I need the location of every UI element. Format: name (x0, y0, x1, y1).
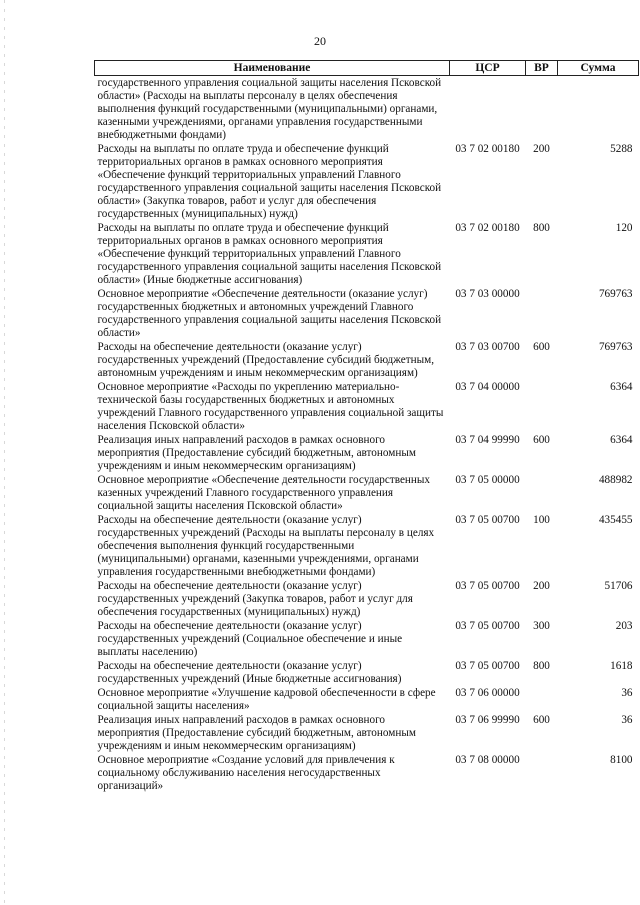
row-name-cell: Основное мероприятие «Создание условий для привлечения к социальному обслуживанию населения негосударственных организаций» (97, 754, 395, 792)
table-row (95, 714, 639, 754)
table-row (95, 660, 639, 687)
row-name-cell: Основное мероприятие «Расходы по укреплению материально-технической базы государственных бюджетных и автономных учреждений Главного государственного управления социальной защиты населения Псковской области» (97, 381, 444, 432)
row-name-cell: Основное мероприятие «Обеспечение деятельности (оказание услуг) государственных бюджетных и автономных учреждений Главного государственного управления социальной защиты населения Псковской области» (97, 288, 442, 339)
table-row (95, 620, 639, 660)
row-sum-cell: 435455 (598, 514, 633, 526)
row-csr-cell: 03 7 03 00700 (455, 341, 520, 353)
row-name-cell: Расходы на обеспечение деятельности (оказание услуг) государственных учреждений (Закупка товаров, работ и услуг для обеспечения государственных (муниципальных) нужд) (97, 580, 413, 618)
row-sum-cell: 769763 (598, 341, 633, 353)
row-vr-cell (526, 474, 558, 514)
table-row (95, 474, 639, 514)
row-vr-cell (526, 381, 558, 434)
table-row (95, 341, 639, 381)
row-csr-cell: 03 7 02 00180 (455, 222, 520, 234)
row-csr-cell: 03 7 05 00000 (455, 474, 520, 486)
row-vr-cell: 800 (533, 222, 550, 234)
row-csr-cell: 03 7 03 00000 (455, 288, 520, 300)
row-csr-cell: 03 7 05 00700 (455, 580, 520, 592)
row-csr-cell: 03 7 05 00700 (455, 620, 520, 632)
table-row (95, 514, 639, 580)
table-body (95, 76, 639, 795)
table-row (95, 434, 639, 474)
row-name-cell: Реализация иных направлений расходов в рамках основного мероприятия (Предоставление субсидий бюджетным, автономным учреждениям и иным некоммерческим организациям) (97, 714, 416, 752)
table-row (95, 381, 639, 434)
row-vr-cell: 100 (533, 514, 550, 526)
row-vr-cell (526, 687, 558, 714)
budget-table (94, 60, 639, 794)
row-name-cell: Основное мероприятие «Обеспечение деятельности государственных казенных учреждений Главного государственного управления социальной защиты населения Псковской области» (97, 474, 431, 512)
row-name-cell: Расходы на обеспечение деятельности (оказание услуг) государственных учреждений (Иные бюджетные ассигнования) (97, 660, 402, 685)
row-csr-cell: 03 7 04 99990 (455, 434, 520, 446)
row-csr-cell (450, 76, 526, 144)
row-csr-cell: 03 7 05 00700 (455, 660, 520, 672)
scan-margin-edge (4, 0, 5, 905)
table-row (95, 143, 639, 222)
row-sum-cell: 120 (615, 222, 633, 234)
row-vr-cell: 300 (533, 620, 550, 632)
table-row (95, 687, 639, 714)
table-row (95, 288, 639, 341)
row-name-cell: Расходы на выплаты по оплате труда и обеспечение функций территориальных органов в рамках основного мероприятия «Обеспечение функций территориальных управлений Главного государственного управления социальной защиты населения Псковской области» (Закупка товаров, работ и услуг для обеспечения государственных (муниципальных) нужд) (97, 143, 442, 220)
row-name-cell: Основное мероприятие «Улучшение кадровой обеспеченности в сфере социальной защиты населения» (97, 687, 436, 712)
row-name-cell: государственного управления социальной защиты населения Псковской области» (Расходы на выплаты персоналу в целях обеспечения выполнения функций государственными (муниципальными) органами, казенными учреждениями, органами управления государственными внебюджетными фондами) (97, 77, 442, 141)
row-vr-cell (526, 754, 558, 794)
row-vr-cell: 800 (533, 660, 550, 672)
header-sum: Сумма (558, 61, 639, 76)
row-sum-cell: 36 (621, 687, 633, 699)
header-vr: ВР (526, 61, 558, 76)
row-sum-cell: 51706 (604, 580, 633, 592)
page-number: 20 (314, 34, 326, 48)
header-name: Наименование (95, 61, 450, 76)
row-vr-cell: 600 (533, 434, 550, 446)
row-name-cell: Расходы на обеспечение деятельности (оказание услуг) государственных учреждений (Предоставление субсидий бюджетным, автономным учреждениям и иным некоммерческим организациям) (97, 341, 435, 379)
row-sum-cell: 1618 (610, 660, 633, 672)
row-csr-cell: 03 7 02 00180 (455, 143, 520, 155)
row-name-cell: Расходы на обеспечение деятельности (оказание услуг) государственных учреждений (Расходы на выплаты персоналу в целях обеспечения выполнения функций государственными (муниципальными) органами, казенными учреждениями, органами управления государственными внебюджетными фондами) (97, 514, 435, 578)
row-name-cell: Расходы на выплаты по оплате труда и обеспечение функций территориальных органов в рамках основного мероприятия «Обеспечение функций территориальных управлений Главного государственного управления социальной защиты населения Псковской области» (Иные бюджетные ассигнования) (97, 222, 442, 286)
header-csr: ЦСР (450, 61, 526, 76)
row-csr-cell: 03 7 05 00700 (455, 514, 520, 526)
row-sum-cell: 203 (615, 620, 633, 632)
row-vr-cell: 200 (533, 143, 550, 155)
table-row (95, 754, 639, 794)
table-row (95, 76, 639, 144)
row-sum-cell: 488982 (598, 474, 633, 486)
row-csr-cell: 03 7 06 00000 (455, 687, 520, 699)
row-sum-cell: 769763 (598, 288, 633, 300)
table-row (95, 580, 639, 620)
row-csr-cell: 03 7 04 00000 (455, 381, 520, 393)
row-sum-cell: 6364 (610, 434, 633, 446)
table-row (95, 222, 639, 288)
row-vr-cell (526, 76, 558, 144)
row-vr-cell: 600 (533, 341, 550, 353)
row-vr-cell: 600 (533, 714, 550, 726)
row-name-cell: Расходы на обеспечение деятельности (оказание услуг) государственных учреждений (Социальное обеспечение и иные выплаты населению) (97, 620, 403, 658)
row-vr-cell (526, 288, 558, 341)
row-name-cell: Реализация иных направлений расходов в рамках основного мероприятия (Предоставление субсидий бюджетным, автономным учреждениям и иным некоммерческим организациям) (97, 434, 416, 472)
row-sum-cell (558, 76, 639, 144)
row-csr-cell: 03 7 08 00000 (455, 754, 520, 766)
row-sum-cell: 8100 (610, 754, 633, 766)
table-header (95, 61, 639, 76)
row-sum-cell: 36 (621, 714, 633, 726)
row-sum-cell: 6364 (610, 381, 633, 393)
row-sum-cell: 5288 (610, 143, 633, 155)
row-vr-cell: 200 (533, 580, 550, 592)
row-csr-cell: 03 7 06 99990 (455, 714, 520, 726)
